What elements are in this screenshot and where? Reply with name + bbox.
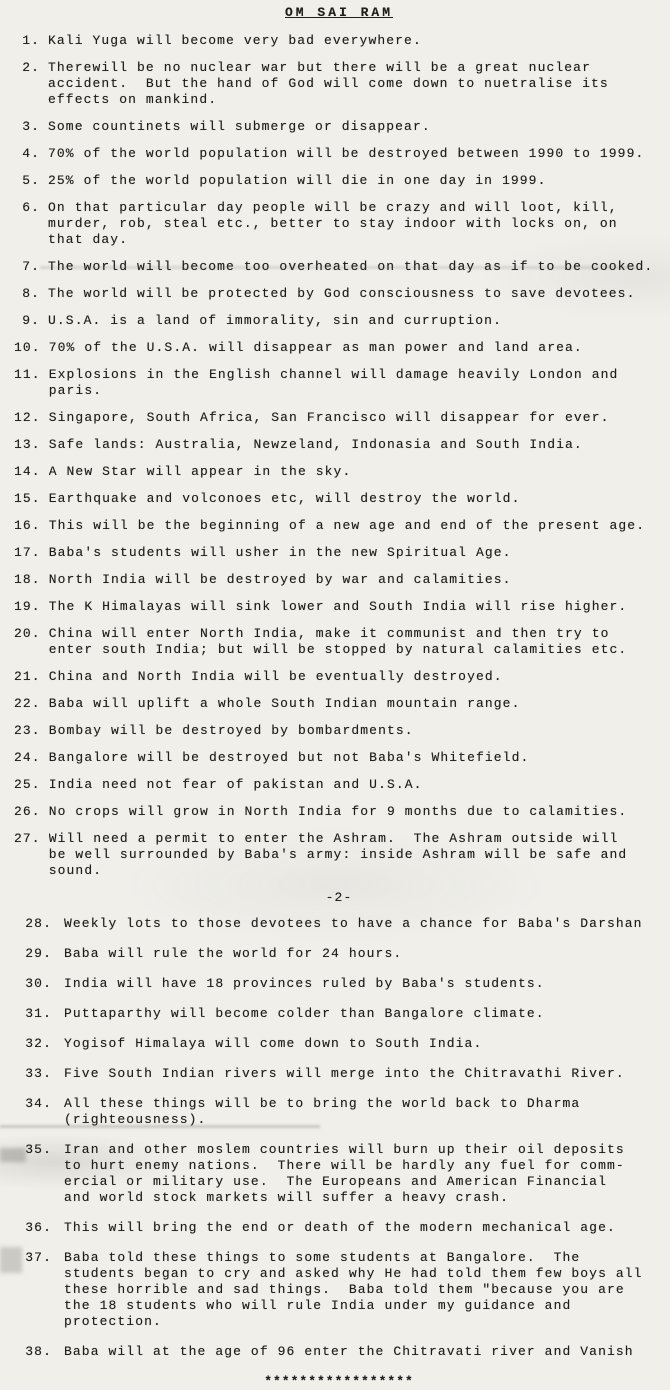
item-number: 4. xyxy=(22,146,40,161)
item-text-line: Some countinets will submerge or disappear. xyxy=(48,119,431,134)
list-item xyxy=(14,777,664,793)
list-item xyxy=(14,626,664,658)
item-text xyxy=(64,916,664,932)
item-text-line: Five South Indian rivers will merge into the Chitravathi River. xyxy=(64,1066,625,1081)
item-text-line: Baba's students will usher in the new Spiritual Age. xyxy=(48,545,512,560)
item-number: 6. xyxy=(22,200,40,215)
item-text-line: Kali Yuga will become very bad everywhere. xyxy=(48,33,422,48)
item-text-line: 25% of the world population will die in one day in 1999. xyxy=(48,173,547,188)
item-text xyxy=(48,146,664,162)
item-number: 36. xyxy=(25,1220,52,1235)
item-text-line: to hurt enemy nations. There will be hardly any fuel for comm- xyxy=(64,1158,625,1173)
list-item xyxy=(14,437,664,453)
item-text-line: Safe lands: Australia, Newzeland, Indonasia and South India. xyxy=(48,437,583,452)
item-text-line: Singapore, South Africa, San Francisco will disappear for ever. xyxy=(48,410,610,425)
list-item xyxy=(14,313,664,329)
item-number: 2. xyxy=(22,60,40,75)
item-text-line: Will need a permit to enter the Ashram. The Ashram outside will xyxy=(48,831,619,846)
item-text xyxy=(49,750,664,766)
list-item xyxy=(14,1036,664,1052)
footer-asterisks: ***************** xyxy=(264,1374,414,1389)
item-text xyxy=(64,1006,664,1022)
item-text-line: 70% of the world population will be destroyed between 1990 to 1999. xyxy=(48,146,645,161)
list-item xyxy=(14,367,664,399)
item-text xyxy=(49,545,664,561)
item-text-line: the 18 students who will rule India under my guidance and xyxy=(64,1298,572,1313)
item-text-line: No crops will grow in North India for 9 months due to calamities. xyxy=(48,804,628,819)
item-text xyxy=(49,723,664,739)
item-text-line: these horrible and sad things. Baba told them "because you are xyxy=(64,1282,625,1297)
item-text-line: enter south India; but will be stopped by natural calamities etc. xyxy=(48,642,628,657)
item-text xyxy=(49,518,664,534)
items-page1 xyxy=(14,33,664,879)
item-number: 23. xyxy=(14,723,41,738)
item-text-line: Baba will uplift a whole South Indian mountain range. xyxy=(48,696,521,711)
item-number: 27. xyxy=(14,831,41,846)
list-item xyxy=(14,146,664,162)
item-text-line: India need not fear of pakistan and U.S.A. xyxy=(48,777,423,792)
list-item xyxy=(14,286,664,302)
list-item xyxy=(14,1096,664,1128)
item-number: 8. xyxy=(22,286,40,301)
item-text-line: that day. xyxy=(48,232,129,247)
item-text xyxy=(48,173,664,189)
item-number: 11. xyxy=(14,367,41,382)
item-number: 33. xyxy=(25,1066,52,1081)
item-number: 32. xyxy=(25,1036,52,1051)
item-text xyxy=(49,599,664,615)
list-item xyxy=(14,1066,664,1082)
item-number: 22. xyxy=(14,696,41,711)
item-text-line: The K Himalayas will sink lower and South India will rise higher. xyxy=(48,599,628,614)
list-item xyxy=(14,545,664,561)
item-number: 15. xyxy=(14,491,41,506)
list-item xyxy=(14,259,664,275)
item-text-line: Bombay will be destroyed by bombardments. xyxy=(48,723,414,738)
item-number: 9. xyxy=(22,313,40,328)
list-item xyxy=(14,916,664,932)
item-number: 37. xyxy=(25,1250,52,1265)
item-text-line: Baba will rule the world for 24 hours. xyxy=(64,946,403,961)
list-item xyxy=(14,200,664,248)
item-number: 30. xyxy=(25,976,52,991)
item-text-line: All these things will be to bring the world back to Dharma xyxy=(64,1096,581,1111)
item-number: 14. xyxy=(14,464,41,479)
item-number: 12. xyxy=(14,410,41,425)
item-number: 21. xyxy=(14,669,41,684)
list-item xyxy=(14,1250,664,1330)
item-text-line: 70% of the U.S.A. will disappear as man power and land area. xyxy=(48,340,583,355)
item-text-line: Weekly lots to those devotees to have a chance for Baba's Darshan xyxy=(64,916,643,931)
item-number: 17. xyxy=(14,545,41,560)
item-number: 3. xyxy=(22,119,40,134)
item-text xyxy=(49,626,664,658)
list-item xyxy=(14,1142,664,1206)
list-item xyxy=(14,119,664,135)
item-text-line: protection. xyxy=(64,1314,162,1329)
item-text-line: North India will be destroyed by war and calamities. xyxy=(48,572,512,587)
list-item xyxy=(14,831,664,879)
item-text-line: sound. xyxy=(48,863,103,878)
item-number: 38. xyxy=(25,1344,52,1359)
item-text-line: On that particular day people will be crazy and will loot, kill, xyxy=(48,200,618,215)
item-text-line: China and North India will be eventually destroyed. xyxy=(48,669,503,684)
item-text-line: China will enter North India, make it communist and then try to xyxy=(48,626,610,641)
item-number: 29. xyxy=(25,946,52,961)
list-item xyxy=(14,1344,664,1360)
item-number: 16. xyxy=(14,518,41,533)
list-item xyxy=(14,599,664,615)
item-text-line: Baba will at the age of 96 enter the Chitravati river and Vanish xyxy=(64,1344,634,1359)
item-text xyxy=(49,572,664,588)
item-text-line: A New Star will appear in the sky. xyxy=(48,464,352,479)
item-number: 10. xyxy=(14,340,41,355)
item-number: 5. xyxy=(22,173,40,188)
list-item xyxy=(14,491,664,507)
item-number: 13. xyxy=(14,437,41,452)
item-number: 28. xyxy=(25,916,52,931)
items-page2 xyxy=(14,916,664,1360)
item-number: 18. xyxy=(14,572,41,587)
item-text-line: ercial or military use. The Europeans and American Financial xyxy=(64,1174,607,1189)
item-text-line: Baba told these things to some students at Bangalore. The xyxy=(64,1250,581,1265)
page-break-label: -2- xyxy=(325,890,353,905)
item-number: 24. xyxy=(14,750,41,765)
item-text xyxy=(49,696,664,712)
item-text-line: Yogisof Himalaya will come down to South India. xyxy=(64,1036,483,1051)
item-text-line: Explosions in the English channel will damage heavily London and xyxy=(48,367,619,382)
item-text xyxy=(48,119,664,135)
list-item xyxy=(14,1006,664,1022)
item-text xyxy=(48,33,664,49)
item-text-line: The world will become too overheated on that day as if to be cooked. xyxy=(48,259,654,274)
item-text-line: be well surrounded by Baba's army: inside Ashram will be safe and xyxy=(48,847,628,862)
item-text xyxy=(64,1250,664,1330)
item-number: 26. xyxy=(14,804,41,819)
list-item xyxy=(14,340,664,356)
item-text xyxy=(64,1066,664,1082)
item-text-line: Earthquake and volconoes etc, will destroy the world. xyxy=(48,491,521,506)
item-text xyxy=(48,259,664,275)
list-item xyxy=(14,60,664,108)
item-text-line: India will have 18 provinces ruled by Baba's students. xyxy=(64,976,545,991)
item-text xyxy=(64,1344,664,1360)
item-text-line: paris. xyxy=(48,383,103,398)
list-item xyxy=(14,1220,664,1236)
item-text-line: effects on mankind. xyxy=(48,92,218,107)
item-text xyxy=(64,1142,664,1206)
list-item xyxy=(14,410,664,426)
list-item xyxy=(14,572,664,588)
item-text xyxy=(49,831,664,879)
list-item xyxy=(14,750,664,766)
item-text xyxy=(49,464,664,480)
item-text xyxy=(49,669,664,685)
list-item xyxy=(14,173,664,189)
list-item xyxy=(14,518,664,534)
item-text-line: This will bring the end or death of the modern mechanical age. xyxy=(64,1220,616,1235)
item-text-line: accident. But the hand of God will come down to nuetralise its xyxy=(48,76,609,91)
item-text xyxy=(49,340,664,356)
item-text-line: Iran and other moslem countries will burn up their oil deposits xyxy=(64,1142,625,1157)
item-text-line: (righteousness). xyxy=(64,1112,207,1127)
item-text xyxy=(48,286,664,302)
list-item xyxy=(14,723,664,739)
item-number: 25. xyxy=(14,777,41,792)
item-text-line: Therewill be no nuclear war but there will be a great nuclear xyxy=(48,60,591,75)
item-text-line: U.S.A. is a land of immorality, sin and curruption. xyxy=(48,313,502,328)
item-number: 1. xyxy=(22,33,40,48)
item-text xyxy=(49,437,664,453)
item-text-line: This will be the beginning of a new age and end of the present age. xyxy=(48,518,646,533)
item-text xyxy=(48,60,664,108)
item-text xyxy=(48,313,664,329)
item-text xyxy=(64,1036,664,1052)
item-text-line: and world stock markets will suffer a heavy crash. xyxy=(64,1190,510,1205)
item-text xyxy=(64,946,664,962)
list-item xyxy=(14,669,664,685)
item-text xyxy=(49,777,664,793)
list-item xyxy=(14,696,664,712)
list-item xyxy=(14,33,664,49)
list-item xyxy=(14,946,664,962)
item-text-line: Puttaparthy will become colder than Bangalore climate. xyxy=(64,1006,545,1021)
item-number: 34. xyxy=(25,1096,52,1111)
list-item xyxy=(14,464,664,480)
item-text-line: students began to cry and asked why He had told them few boys all xyxy=(64,1266,643,1281)
item-text xyxy=(64,1220,664,1236)
item-text xyxy=(49,410,664,426)
item-text-line: murder, rob, steal etc., better to stay indoor with locks on, on xyxy=(48,216,618,231)
item-number: 7. xyxy=(22,259,40,274)
item-text xyxy=(48,200,664,248)
list-item xyxy=(14,804,664,820)
item-text-line: The world will be protected by God consciousness to save devotees. xyxy=(48,286,636,301)
item-text xyxy=(64,1096,664,1128)
item-text xyxy=(49,367,664,399)
item-text-line: Bangalore will be destroyed but not Baba's Whitefield. xyxy=(48,750,530,765)
list-item xyxy=(14,976,664,992)
item-number: 35. xyxy=(25,1142,52,1157)
item-number: 20. xyxy=(14,626,41,641)
page-title: OM SAI RAM xyxy=(284,5,393,20)
item-text xyxy=(64,976,664,992)
item-number: 19. xyxy=(14,599,41,614)
item-text xyxy=(49,491,664,507)
item-text xyxy=(49,804,664,820)
item-number: 31. xyxy=(25,1006,52,1021)
